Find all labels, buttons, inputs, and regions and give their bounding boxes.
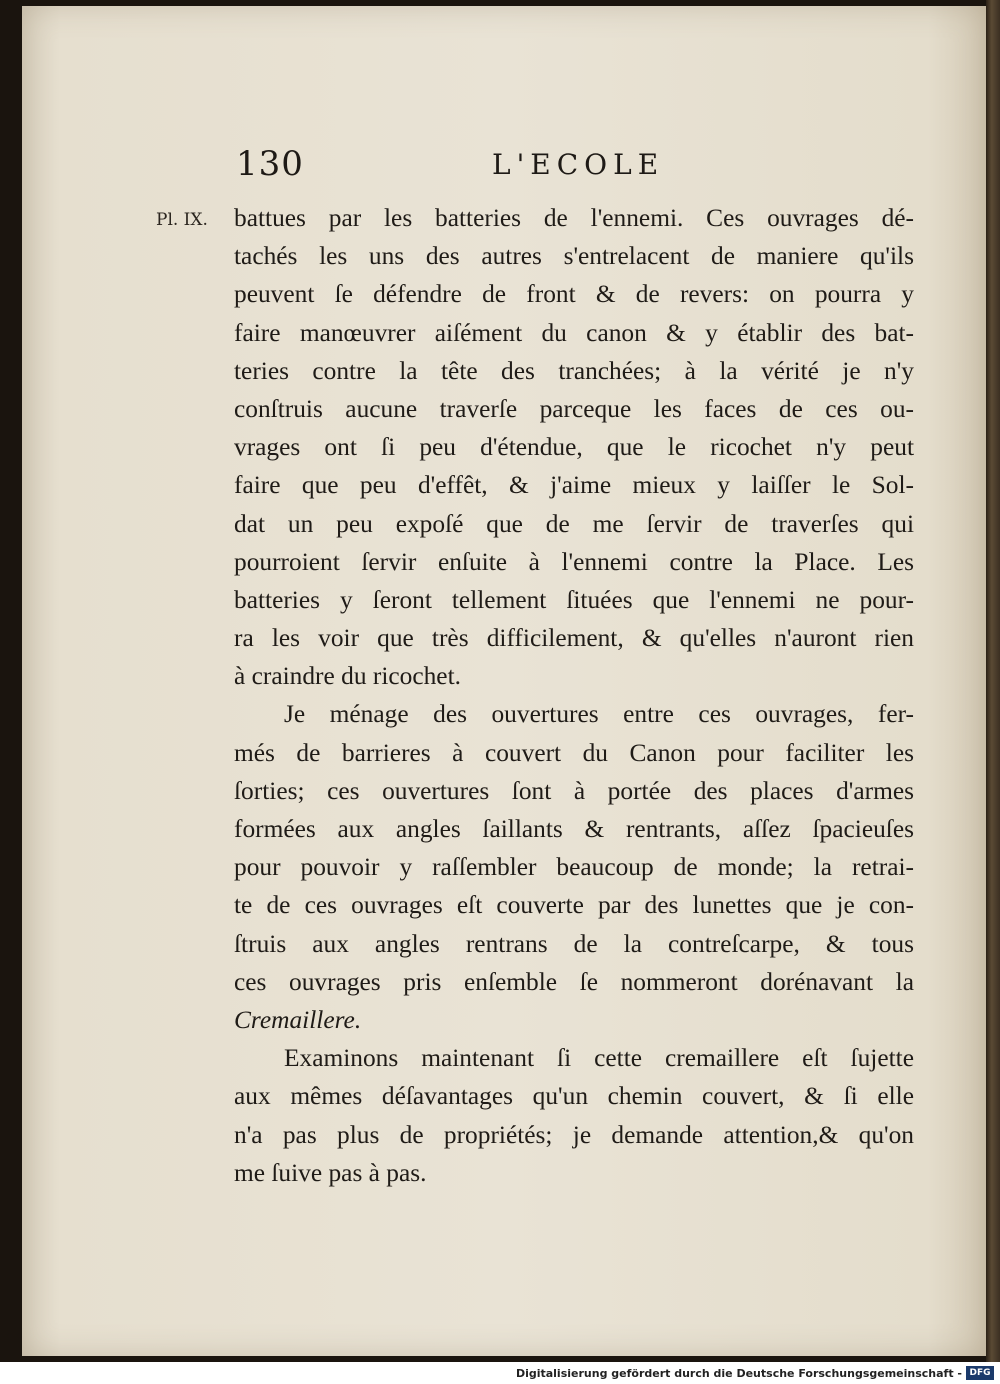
scan-edge-shadow [986,0,1000,1362]
margin-note-plate: Pl. IX. [156,210,208,230]
running-head: L'ECOLE [492,148,665,181]
text-line: pourroient ſervir enſuite à l'ennemi contre la Place. Les [234,547,914,576]
text-line: peuvent ſe défendre de front & de revers: on pourra y [234,280,914,309]
text-line: ſtruis aux angles rentrans de la contreſcarpe, & tous [234,929,914,958]
text-line: Cremaillere. [234,1005,362,1034]
text-line: formées aux angles ſaillants & rentrants, aſſez ſpacieuſes [234,815,914,843]
text-line: Examinons maintenant ſi cette cremaillere eſt ſujette [284,1044,914,1073]
text-line: aux mêmes déſavantages qu'un chemin couvert, & ſi elle [234,1082,914,1111]
text-line: dat un peu expoſé que de me ſervir de traverſes qui [234,509,914,538]
text-line: teries contre la tête des tranchées; à la vérité je n'y [234,356,914,385]
page-number: 130 [236,144,304,184]
text-line: me ſuive pas à pas. [234,1158,427,1187]
text-line: més de barrieres à couvert du Canon pour faciliter les [234,738,914,767]
text-line: ra les voir que très difficilement, & qu'elles n'auront rien [234,624,914,653]
text-line: ſorties; ces ouvertures ſont à portée des places d'armes [234,776,914,805]
body-text [234,199,914,1192]
text-line: pour pouvoir y raſſembler beaucoup de monde; la retrai- [234,853,914,882]
book-page [22,6,986,1356]
dfg-logo: DFG [966,1366,994,1380]
footer-credit: Digitalisierung gefördert durch die Deutsche Forschungsgemeinschaft - [515,1367,962,1380]
text-line: battues par les batteries de l'ennemi. Ces ouvrages dé- [234,204,914,232]
text-line: ces ouvrages pris enſemble ſe nommeront dorénavant la [234,967,914,996]
text-line: n'a pas plus de propriétés; je demande attention,& qu'on [234,1120,914,1149]
text-line: faire que peu d'effêt, & j'aime mieux y laiſſer le Sol- [234,471,914,500]
text-line: batteries y ſeront tellement ſituées que l'ennemi ne pour- [234,585,914,614]
page-header [22,144,986,194]
text-line: tachés les uns des autres s'entrelacent de maniere qu'ils [234,242,914,271]
text-line: vrages ont ſi peu d'étendue, que le ricochet n'y peut [234,433,914,462]
digitization-footer [0,1362,1000,1384]
text-line: à craindre du ricochet. [234,662,461,691]
text-line: te de ces ouvrages eſt couverte par des lunettes que je con- [234,891,914,920]
text-line: faire manœuvrer aiſément du canon & y établir des bat- [234,318,914,347]
text-line: Je ménage des ouvertures entre ces ouvrages, fer- [284,700,914,729]
text-line: conſtruis aucune traverſe parceque les faces de ces ou- [234,394,914,423]
